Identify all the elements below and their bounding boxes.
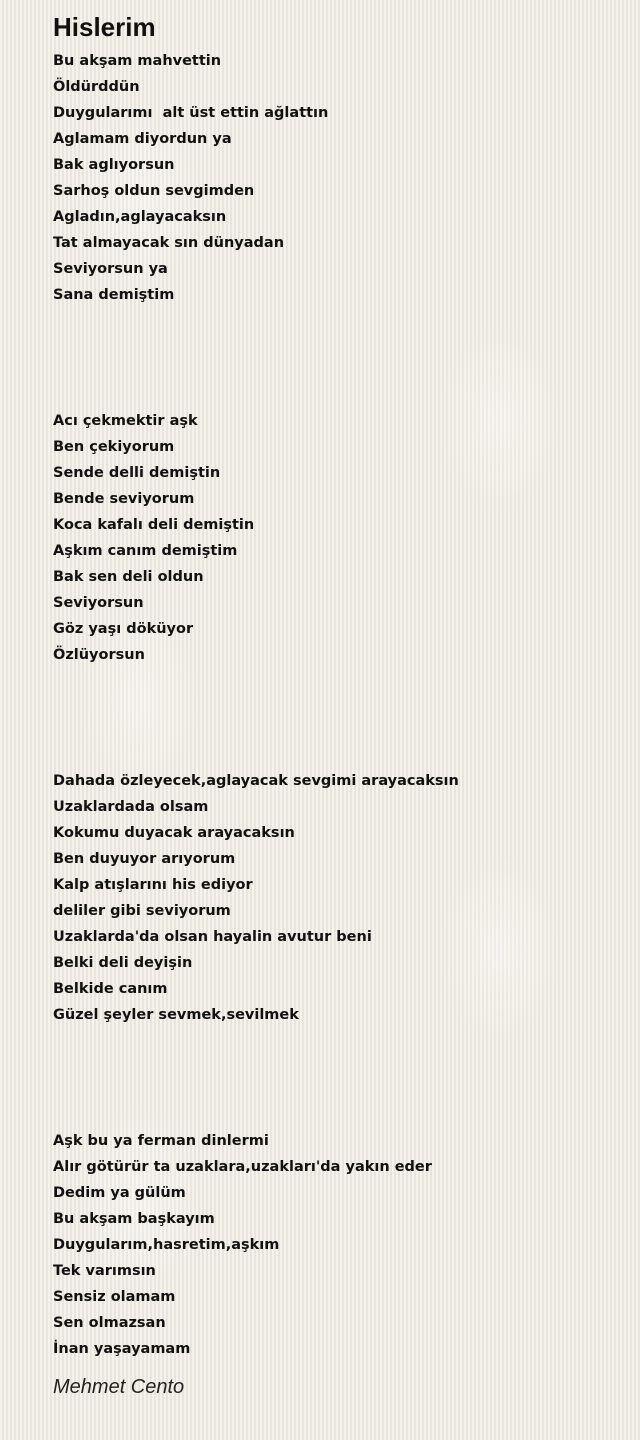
poem-line: Sana demiştim	[53, 287, 175, 303]
poem-title: Hislerim	[53, 12, 156, 42]
poem-line: Seviyorsun	[53, 595, 144, 611]
stanza-4	[53, 1128, 623, 1362]
poem-line: Sarhoş oldun sevgimden	[53, 183, 255, 199]
stanza-3	[53, 768, 623, 1028]
poem-line: Koca kafalı deli demiştin	[53, 517, 255, 533]
poem-line: Alır götürür ta uzaklara,uzakları'da yakın eder	[53, 1159, 432, 1175]
poem-line: Ben duyuyor arıyorum	[53, 851, 236, 867]
poem-line: Tat almayacak sın dünyadan	[53, 235, 285, 251]
poem-line: Kokumu duyacak arayacaksın	[53, 825, 295, 841]
poem-page	[53, 12, 623, 1402]
poem-line: deliler gibi seviyorum	[53, 903, 231, 919]
poem-line: Aşkım canım demiştim	[53, 543, 238, 559]
poem-line: Duygularım,hasretim,aşkım	[53, 1237, 280, 1253]
poem-line: İnan yaşayamam	[53, 1341, 191, 1357]
poem-line: Öldürddün	[53, 79, 140, 95]
stanza-gap	[53, 308, 623, 408]
poem-line: Belki deli deyişin	[53, 955, 193, 971]
poem-line: Bu akşam başkayım	[53, 1211, 215, 1227]
poem-line: Kalp atışlarını his ediyor	[53, 877, 253, 893]
poem-line: Duygularımı alt üst ettin ağlattın	[53, 105, 329, 121]
poem-line: Bak aglıyorsun	[53, 157, 175, 173]
poem-line: Sen olmazsan	[53, 1315, 166, 1331]
poem-line: Uzaklardada olsam	[53, 799, 209, 815]
stanza-1	[53, 48, 623, 308]
poem-line: Güzel şeyler sevmek,sevilmek	[53, 1007, 299, 1023]
poem-author: Mehmet Cento	[53, 1376, 185, 1398]
poem-line: Aşk bu ya ferman dinlermi	[53, 1133, 269, 1149]
poem-line: Agladın,aglayacaksın	[53, 209, 227, 225]
poem-line: Göz yaşı döküyor	[53, 621, 194, 637]
poem-line: Ben çekiyorum	[53, 439, 175, 455]
poem-line: Sende delli demiştin	[53, 465, 221, 481]
poem-line: Aglamam diyordun ya	[53, 131, 232, 147]
poem-line: Uzaklarda'da olsan hayalin avutur beni	[53, 929, 372, 945]
poem-line: Özlüyorsun	[53, 647, 145, 663]
poem-line: Seviyorsun ya	[53, 261, 168, 277]
stanza-gap	[53, 668, 623, 768]
poem-line: Tek varımsın	[53, 1263, 156, 1279]
stanza-gap	[53, 1028, 623, 1128]
poem-line: Bu akşam mahvettin	[53, 53, 222, 69]
poem-line: Bende seviyorum	[53, 491, 195, 507]
stanza-2	[53, 408, 623, 668]
poem-line: Dedim ya gülüm	[53, 1185, 186, 1201]
poem-line: Dahada özleyecek,aglayacak sevgimi arayacaksın	[53, 773, 459, 789]
poem-line: Bak sen deli oldun	[53, 569, 204, 585]
poem-line: Acı çekmektir aşk	[53, 413, 198, 429]
poem-line: Belkide canım	[53, 981, 168, 997]
poem-line: Sensiz olamam	[53, 1289, 176, 1305]
